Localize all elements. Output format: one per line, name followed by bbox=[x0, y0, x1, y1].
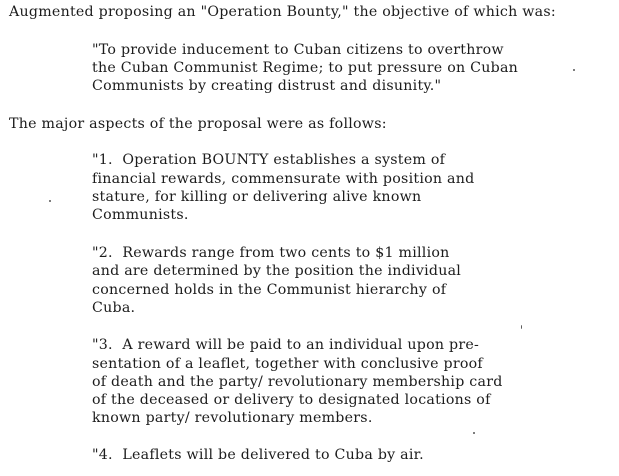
scan-speck bbox=[473, 432, 475, 434]
item-line: concerned holds in the Communist hierarchy of bbox=[92, 282, 447, 298]
scan-speck bbox=[573, 69, 575, 71]
item-line: "2. Rewards range from two cents to $1 million bbox=[92, 245, 450, 261]
item-line: and are determined by the position the individual bbox=[92, 263, 462, 279]
item-line: stature, for killing or delivering alive known bbox=[92, 189, 422, 205]
item-line: "3. A reward will be paid to an individual upon pre- bbox=[92, 337, 480, 353]
scan-speck bbox=[521, 325, 522, 329]
item-line: of the deceased or delivery to designated locations of bbox=[92, 392, 491, 408]
item-line: of death and the party/ revolutionary membership card bbox=[92, 374, 503, 390]
aspects-heading: The major aspects of the proposal were as follows: bbox=[9, 116, 387, 132]
item-line: Cuba. bbox=[92, 300, 136, 316]
quote-line: the Cuban Communist Regime; to put pressure on Cuban bbox=[92, 60, 519, 76]
scan-speck bbox=[49, 200, 51, 202]
item-line: Communists. bbox=[92, 207, 189, 223]
quote-line: Communists by creating distrust and disunity." bbox=[92, 78, 442, 94]
item-line: sentation of a leaflet, together with conclusive proof bbox=[92, 356, 483, 372]
item-line: "4. Leaflets will be delivered to Cuba by air. bbox=[92, 447, 424, 463]
quote-line: "To provide inducement to Cuban citizens to overthrow bbox=[92, 42, 504, 58]
intro-line: Augmented proposing an "Operation Bounty," the objective of which was: bbox=[9, 4, 556, 20]
item-line: "1. Operation BOUNTY establishes a system of bbox=[92, 152, 446, 168]
item-line: financial rewards, commensurate with position and bbox=[92, 171, 475, 187]
item-line: known party/ revolutionary members. bbox=[92, 410, 373, 426]
